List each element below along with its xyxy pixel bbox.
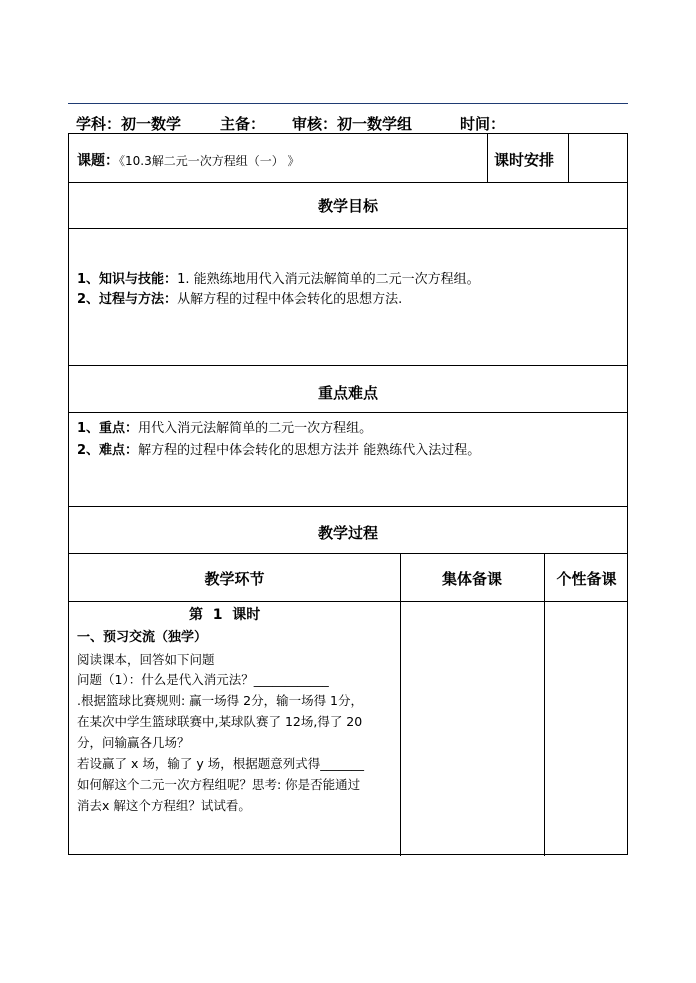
header-rule (68, 103, 628, 104)
preparer-label: 主备： (220, 115, 266, 133)
process-title: 教学过程 (317, 524, 378, 542)
goals-title: 教学目标 (317, 197, 378, 215)
col-header-collective-prep: 集体备课 (441, 570, 502, 588)
col-header-teaching-step: 教学环节 (204, 570, 265, 588)
process-line: 分，问输赢各几场？ (77, 735, 190, 750)
col-header-individual-prep: 个性备课 (556, 570, 617, 588)
process-line: .根据篮球比赛规则: 赢一场得 2分，输一场得 1分， (77, 693, 364, 708)
keypoint-item: 2、难点：解方程的过程中体会转化的思想方法并 能熟练代入法过程。 (77, 443, 481, 458)
process-line: 问题（1）：什么是代入消元法？____________ (77, 672, 329, 687)
lesson-heading: 第 1 课时 (189, 607, 261, 623)
schedule-label: 课时安排 (494, 151, 555, 169)
lesson-plan-table (68, 133, 628, 855)
goal-item: 1、知识与技能：1. 能熟练地用代入消元法解简单的二元一次方程组。 (77, 272, 480, 287)
process-line: 若设赢了 x 场，输了 y 场，根据题意列式得_______ (77, 756, 364, 771)
process-line: 消去x 解这个方程组？试试看。 (77, 798, 251, 813)
process-line: 在某次中学生篮球联赛中,某球队赛了 12场,得了 20 (77, 714, 363, 729)
keypoint-item: 1、重点：用代入消元法解简单的二元一次方程组。 (77, 421, 373, 436)
topic-label: 课题： (77, 153, 119, 169)
topic-value: 《10.3解二元一次方程组（一） 》 (119, 154, 300, 168)
section1-heading: 一、预习交流（独学） (77, 630, 208, 645)
reviewer-label: 审核：初一数学组 (292, 115, 413, 133)
topic-row (77, 150, 300, 170)
subject-label: 学科：初一数学 (76, 115, 182, 133)
time-label: 时间： (460, 115, 506, 133)
keypoints-title: 重点难点 (317, 384, 378, 402)
goal-item: 2、过程与方法：从解方程的过程中体会转化的思想方法. (77, 292, 403, 307)
process-line: 阅读课本，回答如下问题 (77, 652, 215, 667)
process-line: 如何解这个二元一次方程组呢？思考: 你是否能通过 (77, 777, 361, 792)
